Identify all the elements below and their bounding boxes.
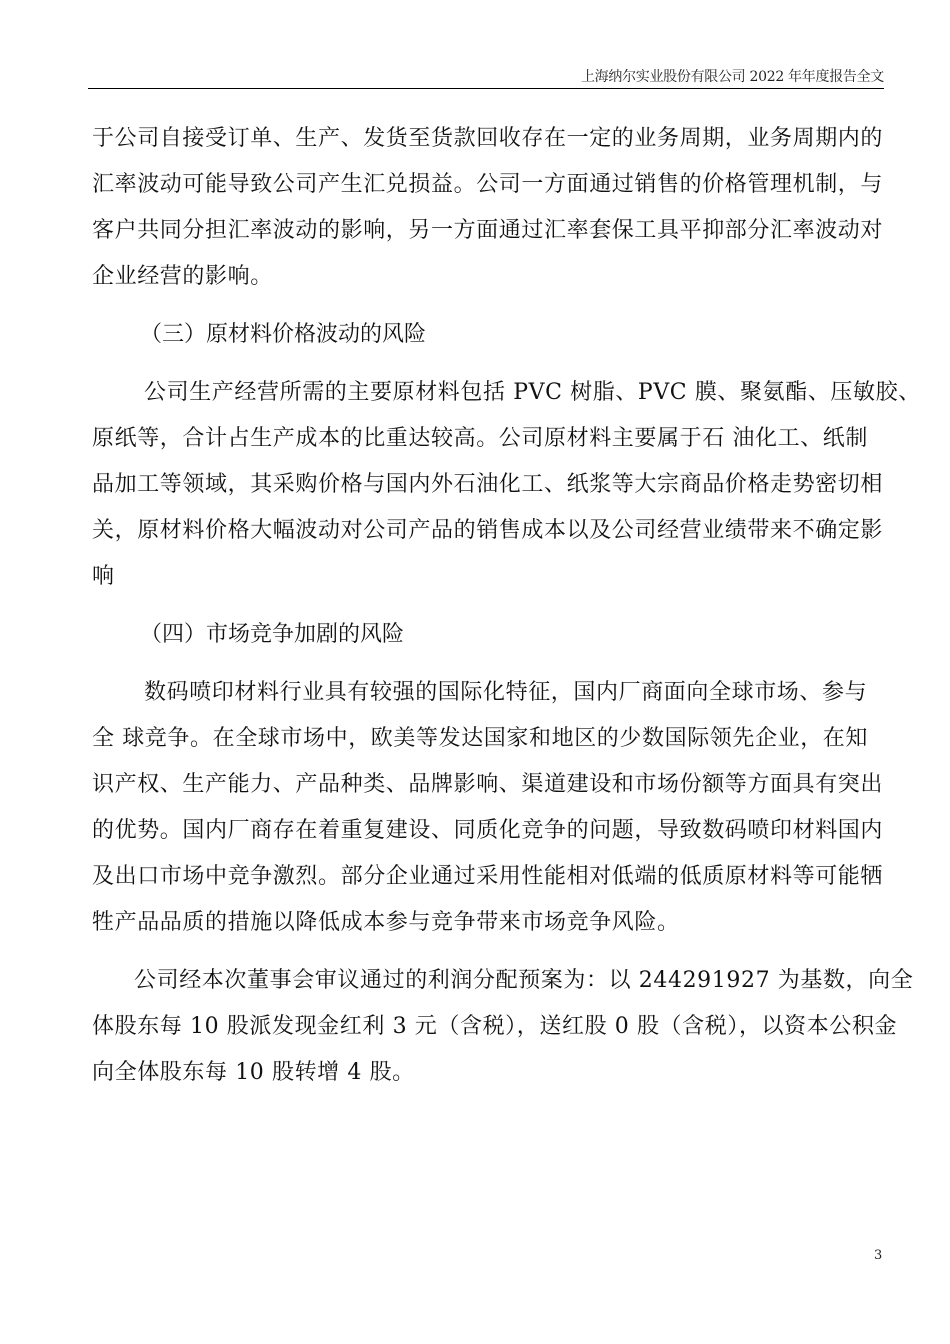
text-line: 品加工等领域，其采购价格与国内外石油化工、纸浆等大宗商品价格走势密切相 <box>92 472 884 497</box>
text-line: 识产权、生产能力、产品种类、品牌影响、渠道建设和市场份额等方面具有突出 <box>92 772 884 797</box>
text-line: 数码喷印材料行业具有较强的国际化特征，国内厂商面向全球市场、参与 <box>144 680 868 705</box>
text-line: 客户共同分担汇率波动的影响，另一方面通过汇率套保工具平抑部分汇率波动对 <box>92 218 884 243</box>
paragraph-competition <box>92 670 892 946</box>
text-line: 公司经本次董事会审议通过的利润分配预案为：以 244291927 为基数，向全 <box>134 968 914 993</box>
text-line: 向全体股东每 10 股转增 4 股。 <box>92 1060 415 1085</box>
text-line: 的优势。国内厂商存在着重复建设、同质化竞争的问题，导致数码喷印材料国内 <box>92 818 884 843</box>
text-line: 及出口市场中竞争激烈。部分企业通过采用性能相对低端的低质原材料等可能牺 <box>92 864 884 889</box>
text-line: 汇率波动可能导致公司产生汇兑损益。公司一方面通过销售的价格管理机制，与 <box>92 172 884 197</box>
text-line: 原纸等，合计占生产成本的比重达较高。公司原材料主要属于石 油化工、纸制 <box>92 426 868 451</box>
text-line: 公司生产经营所需的主要原材料包括 PVC 树脂、PVC 膜、聚氨酯、压敏胶、 <box>144 380 921 405</box>
section-heading-raw-material: （三）原材料价格波动的风险 <box>140 322 427 347</box>
text-line: 牲产品品质的措施以降低成本参与竞争带来市场竞争风险。 <box>92 910 680 935</box>
text-line: 全 球竞争。在全球市场中，欧美等发达国家和地区的少数国际领先企业，在知 <box>92 726 868 751</box>
document-body <box>92 116 921 1108</box>
paragraph-raw-material <box>92 370 921 600</box>
text-line: 体股东每 10 股派发现金红利 3 元（含税），送红股 0 股（含税），以资本公积金 <box>92 1014 898 1039</box>
paragraph-profit-distribution <box>92 958 914 1096</box>
paragraph-exchange-rate <box>92 116 892 300</box>
text-line: 于公司自接受订单、生产、发货至货款回收存在一定的业务周期，业务周期内的 <box>92 126 884 151</box>
text-line: 企业经营的影响。 <box>92 264 273 289</box>
section-heading-competition: （四）市场竞争加剧的风险 <box>140 622 405 647</box>
page-header <box>88 64 884 89</box>
header-title: 上海纳尔实业股份有限公司 2022 年年度报告全文 <box>580 69 884 85</box>
text-line: 关，原材料价格大幅波动对公司产品的销售成本以及公司经营业绩带来不确定影 <box>92 518 884 543</box>
text-line: 响 <box>92 564 115 589</box>
page-number: 3 <box>874 1248 883 1263</box>
